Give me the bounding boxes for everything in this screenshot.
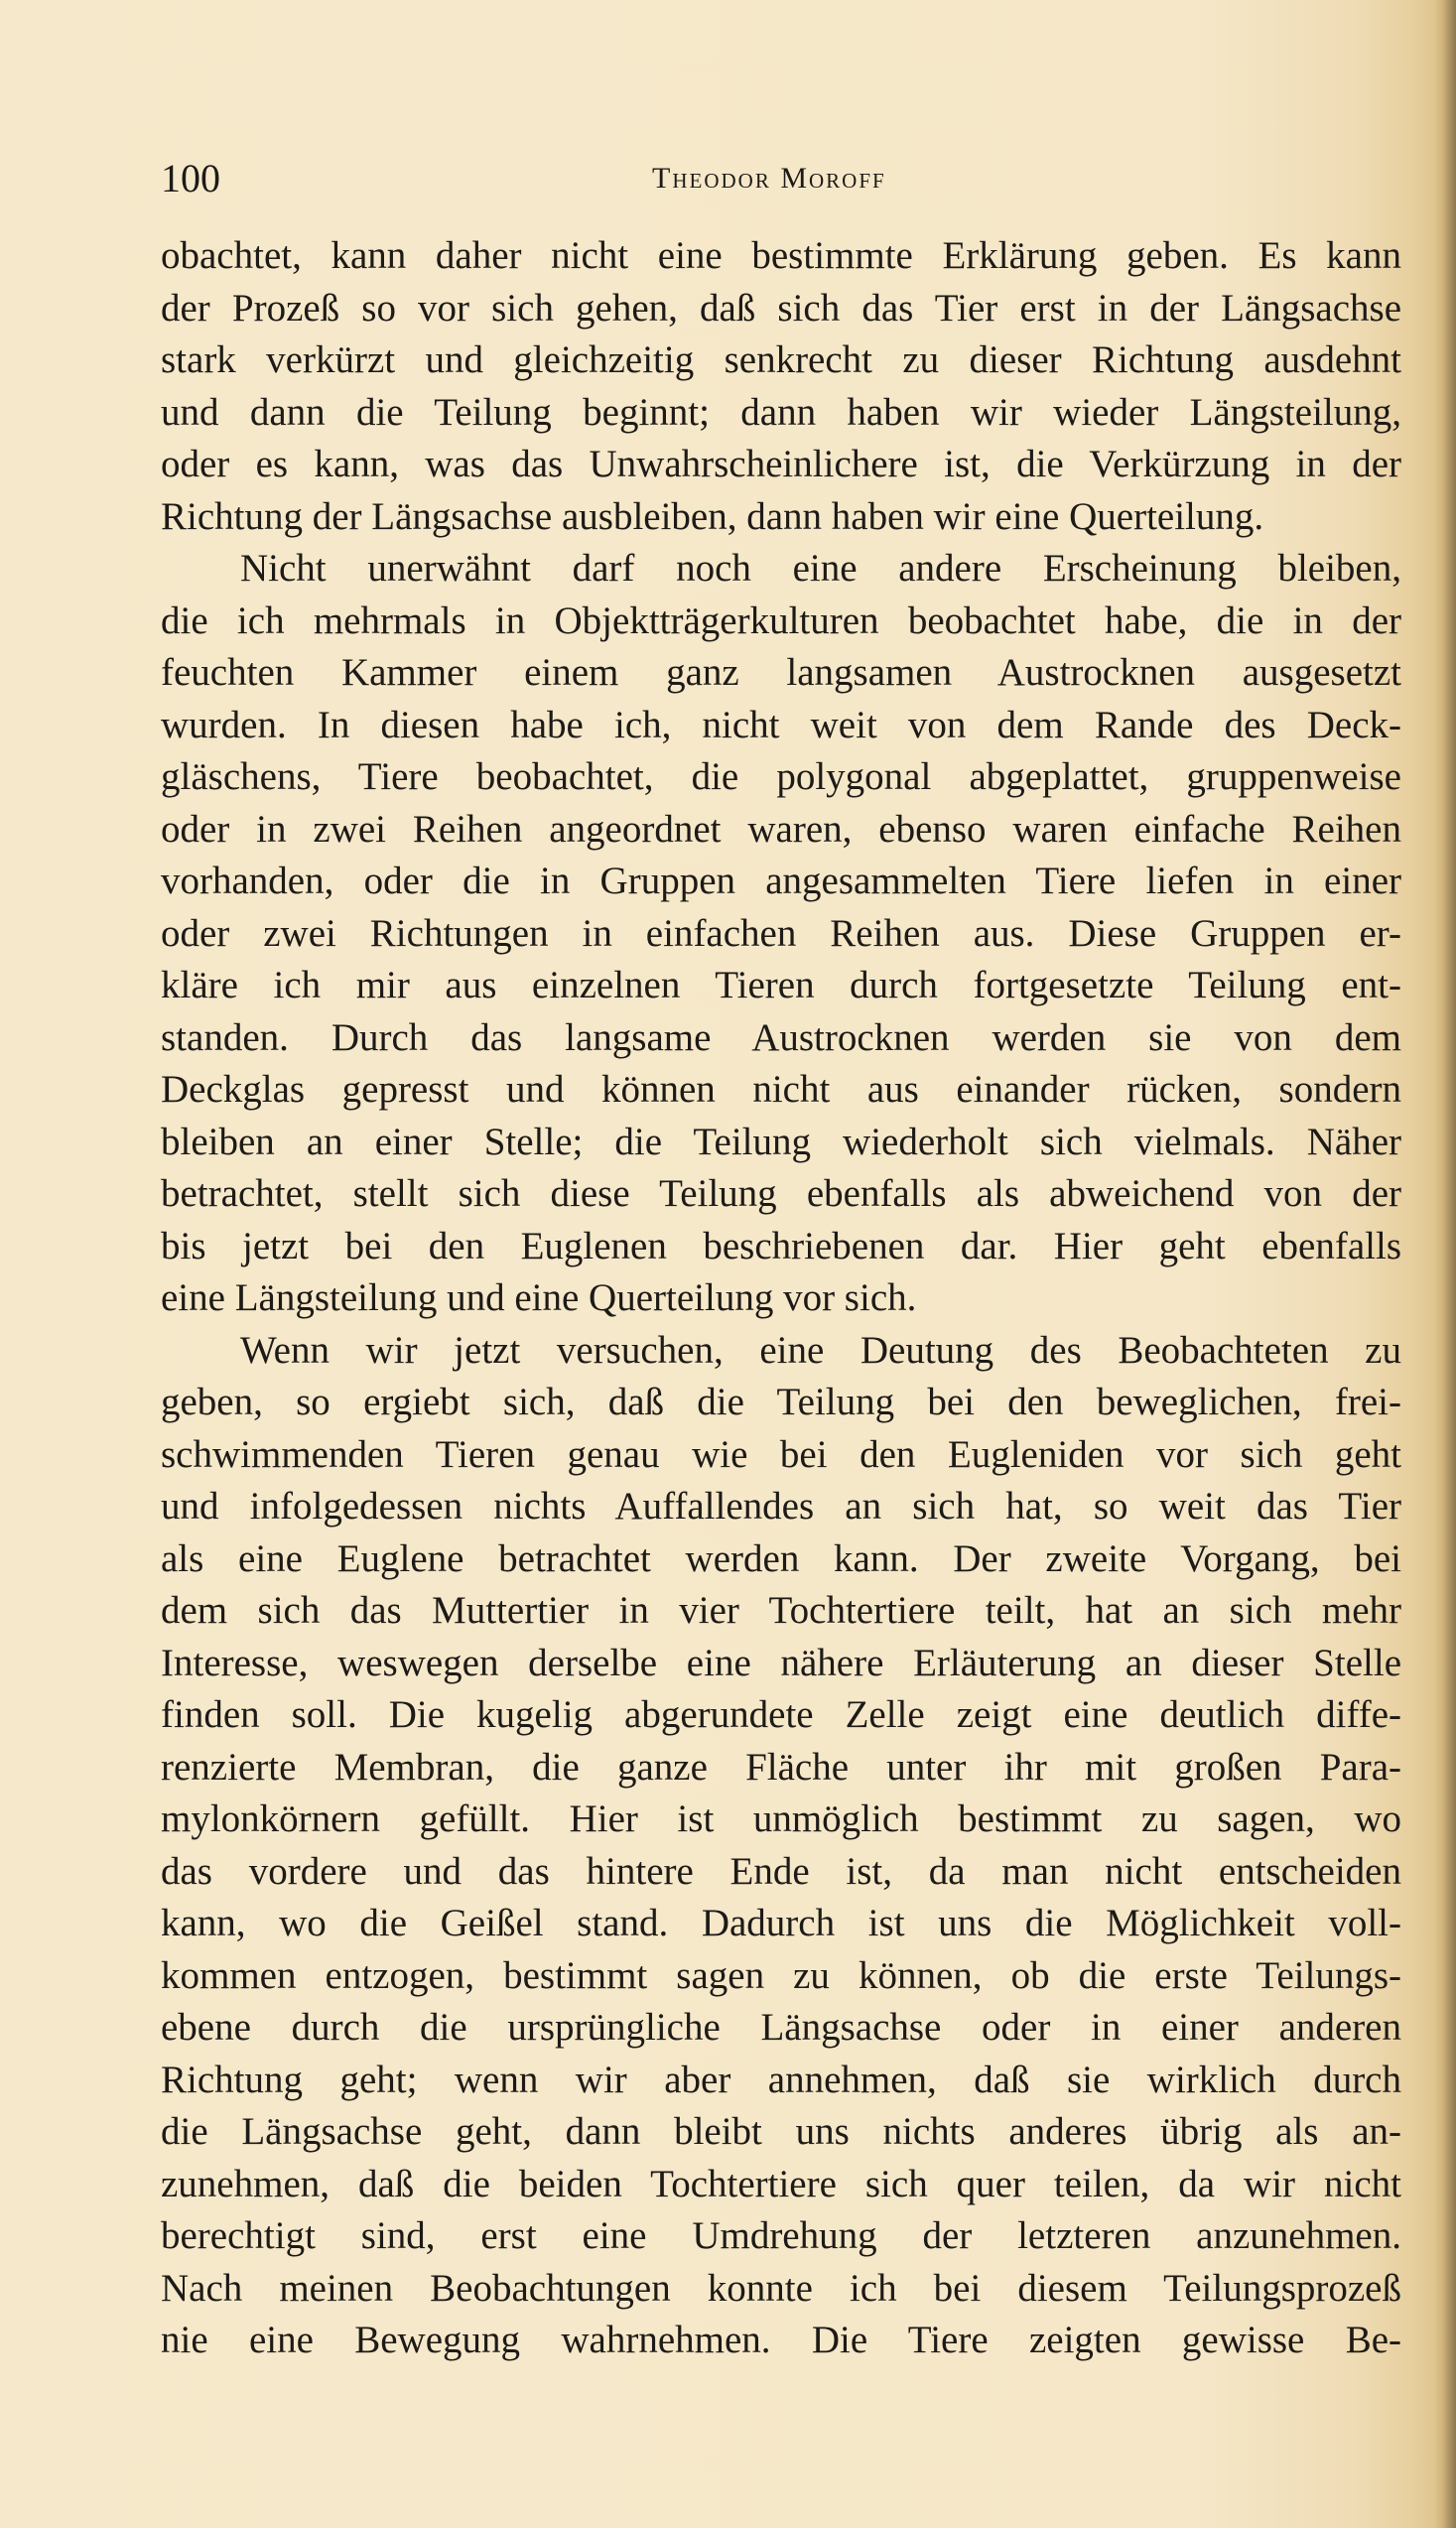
text-line: feuchten Kammer einem ganz langsamen Austrocknen ausgesetzt bbox=[161, 651, 1401, 694]
text-line: oder zwei Richtungen in einfachen Reihen aus. Diese Gruppen er- bbox=[161, 911, 1401, 955]
text-line: mylonkörnern gefüllt. Hier ist unmöglich bestimmt zu sagen, wo bbox=[161, 1797, 1401, 1840]
text-line: die Längsachse geht, dann bleibt uns nichts anderes übrig als an- bbox=[161, 2110, 1401, 2153]
text-line: dem sich das Muttertier in vier Tochtertiere teilt, hat an sich mehr bbox=[161, 1589, 1401, 1632]
text-line: Nicht unerwähnt darf noch eine andere Erscheinung bleiben, bbox=[240, 547, 1401, 590]
text-line: stark verkürzt und gleichzeitig senkrecht zu dieser Richtung ausdehnt bbox=[161, 338, 1401, 381]
text-line: standen. Durch das langsame Austrocknen werden sie von dem bbox=[161, 1015, 1401, 1059]
text-line: und dann die Teilung beginnt; dann haben wir wieder Längsteilung, bbox=[161, 390, 1401, 434]
text-line: vorhanden, oder die in Gruppen angesammelten Tiere liefen in einer bbox=[161, 860, 1401, 902]
text-line: kläre ich mir aus einzelnen Tieren durch fortgesetzte Teilung ent- bbox=[161, 964, 1401, 1006]
text-line: Deckglas gepresst und können nicht aus einander rücken, sondern bbox=[161, 1068, 1401, 1111]
text-line: oder in zwei Reihen angeordnet waren, ebenso waren einfache Reihen bbox=[161, 807, 1401, 851]
text-line: zunehmen, daß die beiden Tochtertiere sich quer teilen, da wir nicht bbox=[161, 2162, 1401, 2205]
text-line: Wenn wir jetzt versuchen, eine Deutung des Beobachteten zu bbox=[240, 1328, 1401, 1372]
text-line: bleiben an einer Stelle; die Teilung wiederholt sich vielmals. Näher bbox=[161, 1120, 1401, 1163]
text-line: Nach meinen Beobachtungen konnte ich bei diesem Teilungsprozeß bbox=[161, 2266, 1401, 2310]
text-line: gläschens, Tiere beobachtet, die polygonal abgeplattet, gruppenweise bbox=[161, 755, 1401, 798]
text-line: der Prozeß so vor sich gehen, daß sich das Tier erst in der Längsachse bbox=[161, 286, 1401, 330]
text-line: Richtung geht; wenn wir aber annehmen, daß sie wirklich durch bbox=[161, 2058, 1401, 2101]
text-line: schwimmenden Tieren genau wie bei den Eugleniden vor sich geht bbox=[161, 1432, 1401, 1476]
text-line: kommen entzogen, bestimmt sagen zu können, ob die erste Teilungs- bbox=[161, 1953, 1401, 1997]
text-line: kann, wo die Geißel stand. Dadurch ist uns die Möglichkeit voll- bbox=[161, 1902, 1401, 1944]
text-line: geben, so ergiebt sich, daß die Teilung bei den beweglichen, frei- bbox=[161, 1381, 1401, 1423]
text-line: eine Längsteilung und eine Querteilung vor sich. bbox=[161, 1276, 917, 1319]
text-line: und infolgedessen nichts Auffallendes an sich hat, so weit das Tier bbox=[161, 1485, 1401, 1528]
text-line: betrachtet, stellt sich diese Teilung ebenfalls als abweichend von der bbox=[161, 1172, 1401, 1215]
text-line: berechtigt sind, erst eine Umdrehung der letzteren anzunehmen. bbox=[161, 2214, 1401, 2257]
text-line: ebene durch die ursprüngliche Längsachse oder in einer anderen bbox=[161, 2006, 1401, 2049]
text-line: Richtung der Längsachse ausbleiben, dann haben wir eine Querteilung. bbox=[161, 494, 1264, 538]
text-line: Interesse, weswegen derselbe eine nähere Erläuterung an dieser Stelle bbox=[161, 1641, 1401, 1684]
text-line: oder es kann, was das Unwahrscheinlichere ist, die Verkürzung in der bbox=[161, 443, 1401, 485]
text-line: als eine Euglene betrachtet werden kann. Der zweite Vorgang, bei bbox=[161, 1536, 1401, 1580]
text-line: renzierte Membran, die ganze Fläche unter ihr mit großen Para- bbox=[161, 1745, 1401, 1789]
body-text bbox=[161, 230, 1401, 2367]
text-line: nie eine Bewegung wahrnehmen. Die Tiere zeigten gewisse Be- bbox=[161, 2319, 1401, 2361]
text-line: wurden. In diesen habe ich, nicht weit von dem Rande des Deck- bbox=[161, 703, 1401, 746]
page-edge bbox=[1434, 0, 1456, 2528]
running-head: Theodor Moroff bbox=[652, 162, 886, 195]
text-line: die ich mehrmals in Objektträgerkulturen beobachtet habe, die in der bbox=[161, 599, 1401, 642]
text-line: das vordere und das hintere Ende ist, da man nicht entscheiden bbox=[161, 1849, 1401, 1893]
text-line: finden soll. Die kugelig abgerundete Zelle zeigt eine deutlich diffe- bbox=[161, 1693, 1401, 1736]
text-line: bis jetzt bei den Euglenen beschriebenen dar. Hier geht ebenfalls bbox=[161, 1224, 1401, 1267]
page-number: 100 bbox=[161, 156, 220, 200]
text-line: obachtet, kann daher nicht eine bestimmte Erklärung geben. Es kann bbox=[161, 234, 1401, 277]
page-header bbox=[161, 149, 1401, 208]
